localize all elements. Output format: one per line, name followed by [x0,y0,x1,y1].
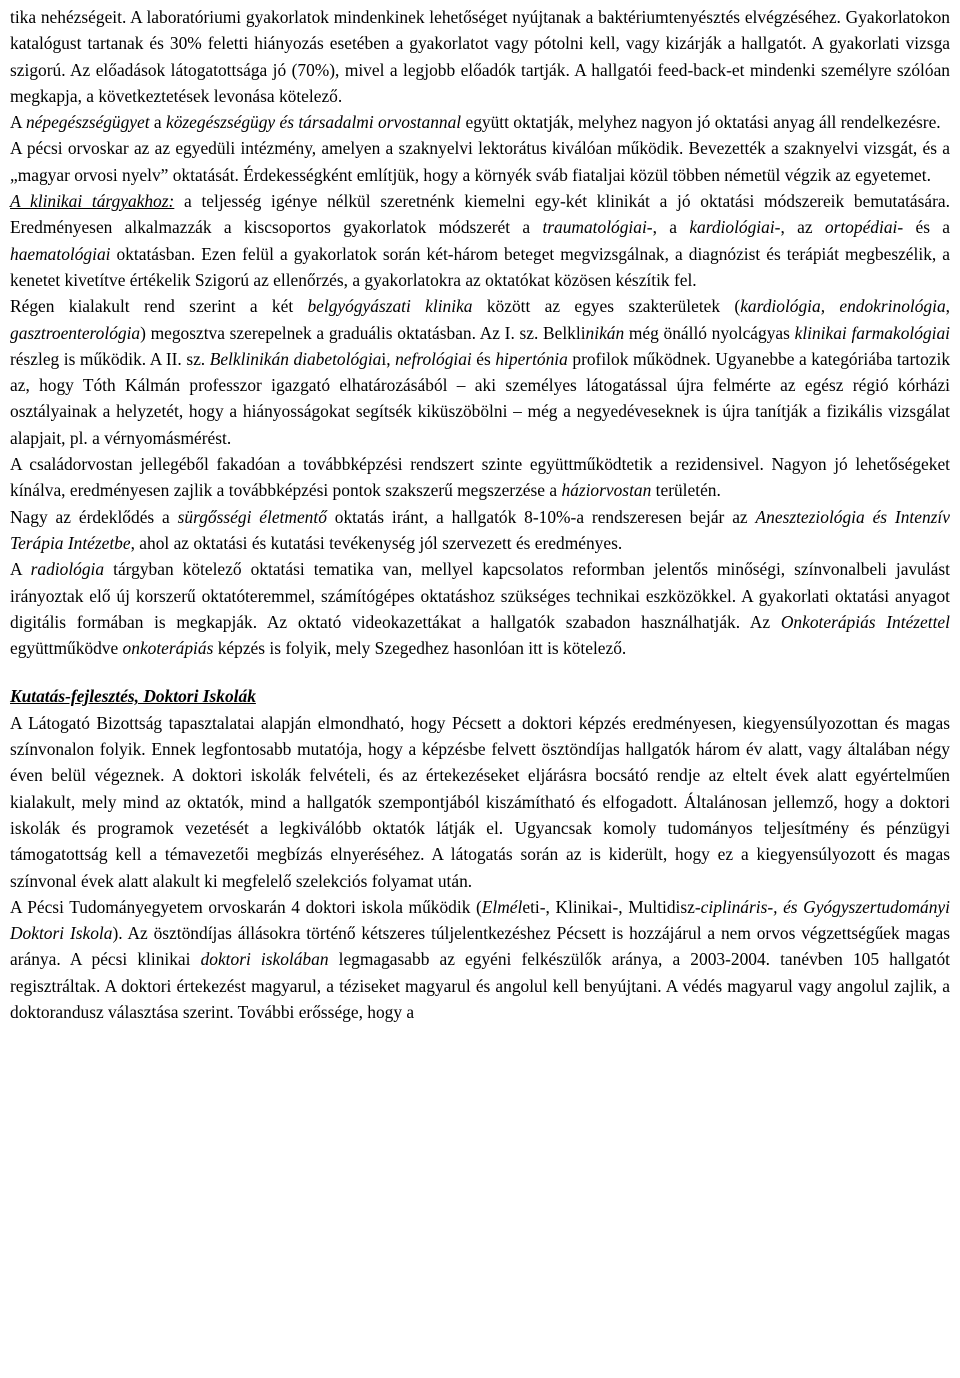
text-run: Nagy az érdeklődés a [10,506,178,527]
paragraph [10,135,950,188]
text-run: -, a [646,217,690,238]
emphasized-text: kardiológia, endokrinológia [740,296,946,317]
text-run: területén. [651,480,721,501]
emphasized-text: közegészségügy és társadalmi orvostannal [166,112,462,133]
text-run: oktatásban. Ezen felül a gyakorlatok során két-három beteget megvizsgálnak, a diagnózist és terápiát megbeszélik, a kenetet kivetítve értékelik Szigorú az ellenőrzés, a gyakorlatokra az oktatókat közösen készítik fel. [10,243,950,290]
emphasized-text: hipertónia [495,348,568,369]
emphasized-text: ortopédiai [824,217,898,238]
text-run: között az egyes szakterületek ( [472,296,741,317]
emphasized-text: onkoterápiás [122,638,214,659]
text-run: képzés is folyik, mely Szegedhez hasonlóan itt is kötelező. [213,638,627,659]
paragraph [10,451,950,504]
text-run: oktatás iránt, a hallgatók 8-10%-a rendszeresen bejár az [326,506,756,527]
text-run: legmagasabb az egyéni felkészülők aránya, a 2003-2004. tanévben 105 hallgatót regisztráltak. A doktori értekezést magyarul, a téziseket magyarul és angolul kell benyújtani. A védés magyarul vagy angolul zajlik, a doktorandusz választása szerint. További erőssége, hogy a [10,949,950,1022]
text-run: Régen kialakult rend szerint a két [10,296,308,317]
text-run: A [10,112,26,133]
paragraph [10,4,950,109]
emphasized-text: ciplináris-, és Gyógyszertudományi Doktori Iskola [10,896,950,944]
emphasized-text: A klinikai tárgyakhoz: [10,191,175,212]
text-run: ) megosztva szerepelnek a graduális oktatásban. Az I. sz. Belkli [140,322,586,343]
paragraph [10,710,950,894]
emphasized-text: Elmél [481,896,523,917]
emphasized-text: népegészségügyet [25,112,150,133]
text-run: profilok működnek. Ugyanebbe a kategóriába tartozik az, hogy Tóth Kálmán professzor igazgató elhatározásából – aki személyes látogatással újra felmérte az egész régió kórházi osztályainak a helyzetét, hogy a hiányosságokat segítsék kiküszöbölni – még a negyedéveseknek is újra tanítják a fizikális vizsgálat alapjait, pl. a vérnyomásmérést. [10,348,951,448]
text-run: Kutatás-fejlesztés, Doktori Iskolák [10,686,256,707]
text-run: A családorvostan jellegéből fakadóan a továbbképzési rendszert szinte együttműködtetik a rezidensivel. Nagyon jó lehetőségeket kínálva, eredményesen zajlik a továbbképzési pontok szakszerű megszerzése a [10,454,950,501]
emphasized-text: haematológiai [10,243,111,264]
text-run: a teljesség igénye nélkül szeretnénk kiemelni egy-két klinikát a jó oktatási módszereik bemutatására. Eredményesen alkalmazzák a kiscsoportos gyakorlatok módszerét a [10,191,950,238]
paragraph [10,504,950,557]
emphasized-text: belgyógyászati klinika [307,296,473,317]
emphasized-text: sürgősségi életmentő [177,506,327,527]
text-run: ). Az ösztöndíjas állásokra történő kétszeres túljelentkezéshez Pécsett is hozzájárul a nem orvos végzettségűek magas aránya. A pécsi klinikai [10,923,950,970]
text-run: - és a [897,217,950,238]
text-run: tárgyban kötelező oktatási tematika van, mellyel kapcsolatos reformban jelentős minőségi, színvonalbeli javulást irányoztak elő új korszerű oktatóteremmel, számítógépes oktatáshoz szükséges technikai eszközökkel. A gyakorlati oktatási anyagot digitális formában is megkapják. Az oktató videokazettákat a hallgatók szabadon használhatják. Az [10,559,951,632]
text-run: , [945,296,950,317]
emphasized-text: traumatológiai [542,217,647,238]
text-run: -, az [774,217,825,238]
section-heading [10,683,950,709]
paragraph [10,894,950,1025]
text-run: i, [381,348,396,369]
text-run: eti-, Klinikai-, Multidisz- [522,896,701,917]
text-run: még önálló nyolcágyas [624,322,795,343]
emphasized-text: Belklinikán diabetológia [209,348,382,369]
text-run: , ahol az oktatási és kutatási tevékenység jól szervezett és eredményes. [130,532,623,553]
paragraph [10,556,950,661]
emphasized-text: nikán [585,322,625,343]
text-run: együtt oktatják, melyhez nagyon jó oktatási anyag áll rendelkezésre. [461,112,941,133]
text-run: együttműködve [10,638,123,659]
paragraph [10,109,950,135]
text-run: részleg is működik. A II. sz. [10,348,210,369]
emphasized-text: gasztroenterológia [10,322,141,343]
text-run: a [149,112,166,133]
document-body [10,4,950,1025]
emphasized-text: kardiológiai [689,217,775,238]
emphasized-text: nefrológiai [395,348,472,369]
text-run: A pécsi orvoskar az az egyedüli intézmény, amelyen a szaknyelvi lektorátus kiválóan működik. Bevezették a szaknyelvi vizsgát, és a „magyar orvosi nyelv” oktatását. Érdekességként említjük, hogy a környék sváb fiataljai közül többen németül végzik az egyetemet. [10,138,950,185]
emphasized-text: Onkoterápiás Intézettel [780,611,950,632]
emphasized-text: klinikai farmakológiai [794,322,950,343]
text-run: és [471,348,496,369]
emphasized-text: háziorvostan [561,480,652,501]
emphasized-text: Aneszteziológia és Intenzív Terápia Intézetbe [10,506,950,553]
paragraph [10,293,950,451]
text-run: tika nehézségeit. A laboratóriumi gyakorlatok mindenkinek lehetőséget nyújtanak a baktériumtenyésztés elvégzéséhez. Gyakorlatokon katalógust tartanak és 30% feletti hiányozás esetében a gyakorlatot vagy pótolni kell, vagy kizárják a hallgatót. A gyakorlati vizsga szigorú. Az előadások látogatottsága jó (70%), mivel a legjobb előadók tartják. A hallgatói feed-back-et mindenki személyre szólóan megkapja, a következtetések levonása kötelező. [10,7,950,106]
emphasized-text: doktori iskolában [200,949,329,970]
emphasized-text: radiológia [30,559,105,580]
text-run: A Pécsi Tudományegyetem orvoskarán 4 doktori iskola működik ( [10,896,482,917]
paragraph [10,188,950,293]
text-run: A [10,559,31,580]
text-run: A Látogató Bizottság tapasztalatai alapján elmondható, hogy Pécsett a doktori képzés eredményesen, kiegyensúlyozottan és magas színvonalon folyik. Ennek legfontosabb mutatója, hogy a képzésbe felvett ösztöndíjas hallgatók három év alatt, vagy általában négy éven belül végeznek. A doktori iskolák felvételi, és az értekezéseket eljárásra bocsátó rendje az eltelt évek alatt egyértelműen kialakult, mely mind az oktatók, mind a hallgatók szempontjából kiszámítható és elfogadott. Általánosan jellemző, hogy a doktori iskolák és programok vezetését a legkiválóbb oktatók látják el. Ugyancsak komoly tudományos teljesítmény és pénzügyi támogatottság kell a témavezetői megbízás elnyeréséhez. A látogatás során az is kiderült, hogy ez a kiegyensúlyozott és magas színvonal évek alatt alakult ki megfelelő szelekciós folyamat után. [10,712,950,891]
